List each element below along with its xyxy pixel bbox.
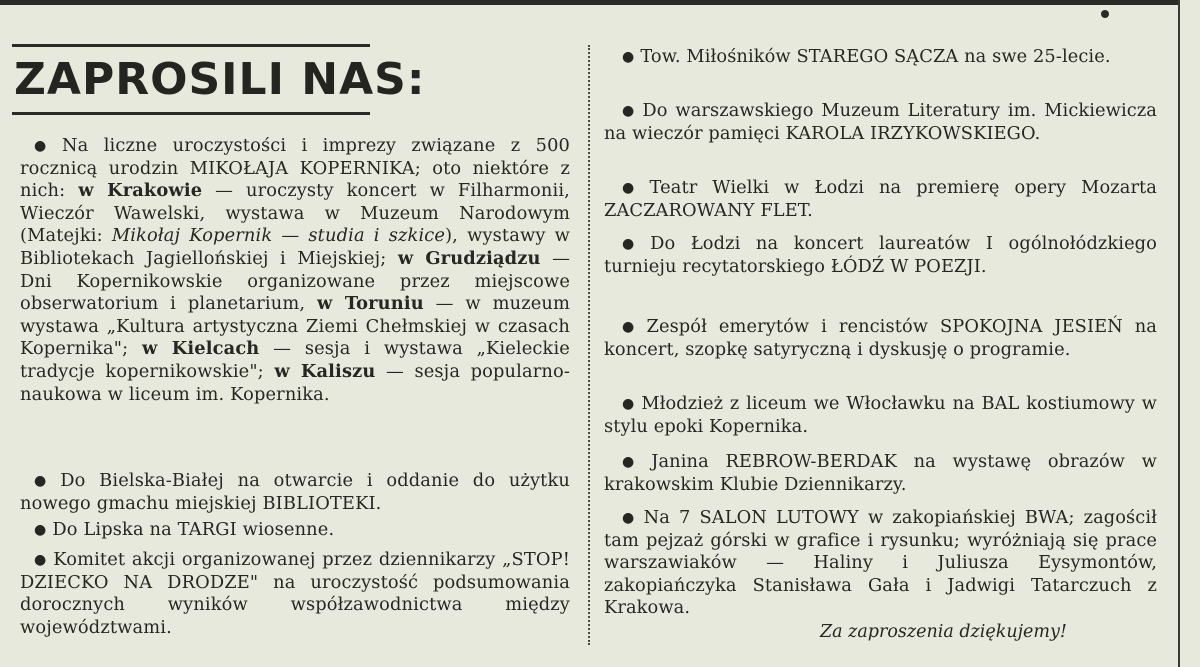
right-border-rule [1178,0,1180,667]
bullet-icon: ● [622,510,638,526]
bullet-icon: ● [34,138,56,154]
item-text: Janina REBROW-BERDAK na wystawę obrazów w krakowskim Klubie Dziennikarzy. [604,451,1157,495]
item-text: — Dni Kopernikowskie organizowane przez miejscowe obserwatorium i planetarium, [20,247,571,315]
item-text: Do Łodzi na koncert laureatów I ogólnołódzkiego turnieju recytatorskiego ŁÓDŹ W POEZJI. [604,233,1157,277]
bullet-icon: ● [622,396,636,412]
page-title: ZAPROSILI NAS: [14,54,426,105]
list-item [604,393,1157,438]
column-divider [588,45,590,645]
bullet-icon: ● [622,454,646,470]
list-item [604,46,1157,69]
list-item [20,549,570,639]
closing-thanks: Za zaproszenia dziękujemy! [820,622,1067,642]
list-item [604,177,1157,222]
city-label: w Kaliszu [274,360,376,382]
list-item [604,451,1157,496]
bullet-icon: ● [622,180,644,196]
city-label: w Toruniu [317,293,424,315]
list-item [20,135,570,406]
item-text: Na liczne uroczystości i imprezy związane z 500 rocznicą urodzin MIKOŁAJA KOPERNIKA; oto niektóre z nich: [20,135,571,202]
item-text: Do warszawskiego Muzeum Literatury im. Mickiewicza na wieczór pamięci KAROLA IRZYKOWSKIEGO. [604,100,1157,144]
list-item [604,233,1157,278]
ink-dot [1101,10,1109,18]
bullet-icon: ● [622,236,645,252]
item-text: — sesja i wystawa „Kieleckie tradycje kopernikowskie"; [20,338,570,382]
bullet-icon: ● [622,103,637,119]
list-item [604,316,1157,361]
list-item [604,507,1157,620]
artwork-title: Mikołaj Kopernik — studia i szkice [111,225,446,247]
top-border-rule [0,0,1180,5]
item-text: — w muzeum wystawa „Kultura artystyczna Ziemi Chełmskiej w czasach Kopernika"; [20,293,570,360]
bullet-icon: ● [34,552,48,568]
item-text: Do Lipska na TARGI wiosenne. [52,519,335,540]
bullet-icon: ● [622,319,641,335]
item-text: ), wystawy w Bibliotekach Jagiellońskiej i Miejskiej; [20,225,571,269]
bullet-icon: ● [34,473,55,489]
list-item [20,470,570,515]
item-text: Młodzież z liceum we Włocławku na BAL kostiumowy w stylu epoki Kopernika. [604,393,1157,437]
city-label: w Krakowie [78,180,203,202]
city-label: w Grudziądzu [397,247,541,269]
city-label: w Kielcach [142,338,260,360]
masthead-rule-top [12,44,370,47]
item-text: Na 7 SALON LUTOWY w zakopiańskiej BWA; zagościł tam pejzaż górski w grafice i rysunku; wyróżniają się prace warszawiaków — Haliny i Juliusza Eysymontów, zakopiańczyka Stanisława Gała i Jadwigi Tatarczuch z Krakowa. [604,507,1157,619]
item-text: Zespół emerytów i rencistów SPOKOJNA JESIEŃ na koncert, szopkę satyryczną i dyskusję o programie. [604,316,1157,360]
list-item [20,519,570,542]
masthead [12,44,426,116]
item-text: Tow. Miłośników STAREGO SĄCZA na swe 25-lecie. [640,46,1111,67]
bullet-icon: ● [34,522,47,538]
item-text: — sesja popularno-naukowa w liceum im. Kopernika. [20,360,570,405]
item-text: Do Bielska-Białej na otwarcie i oddanie do użytku nowego gmachu miejskiej BIBLIOTEKI. [20,470,570,514]
item-text: — uroczysty koncert w Filharmonii, Wieczór Wawelski, wystawa w Muzeum Narodowym (Matejki: [20,180,570,247]
list-item [604,100,1157,145]
item-text: Komitet akcji organizowanej przez dziennikarzy „STOP! DZIECKO NA DRODZE" na uroczystość podsumowania dorocznych wyników współzawodnictwa między województwami. [20,549,570,638]
item-text: Teatr Wielki w Łodzi na premierę opery Mozarta ZACZAROWANY FLET. [604,177,1157,221]
masthead-rule-bottom [12,112,370,115]
bullet-icon: ● [622,49,635,65]
